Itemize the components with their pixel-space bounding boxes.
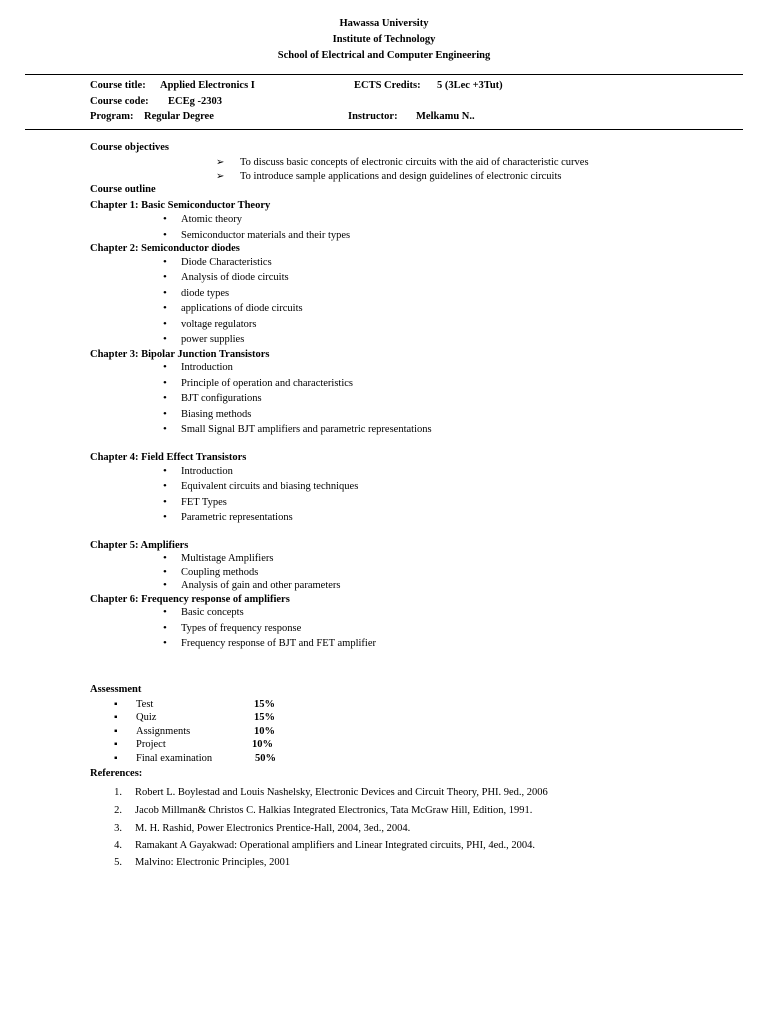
chapter-title: Chapter 2: Semiconductor diodes <box>90 243 240 254</box>
chapter-title: Chapter 6: Frequency response of amplifiers <box>90 594 290 605</box>
chapter-item: • Principle of operation and characteristics <box>181 377 353 390</box>
chapter-item: • Atomic theory <box>181 213 242 226</box>
chapter-item: • voltage regulators <box>181 318 257 331</box>
chapter-item: • Coupling methods <box>181 566 258 579</box>
outline-heading: Course outline <box>90 184 156 195</box>
assessment-item: ▪ Quiz <box>136 711 156 724</box>
chapter-item: • Introduction <box>181 465 233 478</box>
course-title-label: Course title: <box>90 80 146 91</box>
assessment-weight: 10% <box>252 739 273 750</box>
chapter-item: • Small Signal BJT amplifiers and parametric representations <box>181 423 432 436</box>
reference-number: 5. <box>114 857 122 868</box>
assessment-weight: 15% <box>254 699 275 710</box>
university-name: Hawassa University <box>339 18 429 29</box>
ects-label: ECTS Credits: <box>354 80 421 91</box>
chapter-item: • applications of diode circuits <box>181 302 303 315</box>
chapter-item: • Biasing methods <box>181 408 251 421</box>
objective-item: ➢ To introduce sample applications and design guidelines of electronic circuits <box>240 170 561 183</box>
chapter-item: • power supplies <box>181 333 244 346</box>
reference-number: 1. <box>114 787 122 798</box>
chapter-item: • Multistage Amplifiers <box>181 552 273 565</box>
chapter-title: Chapter 4: Field Effect Transistors <box>90 452 247 463</box>
chapter-item: • Parametric representations <box>181 511 293 524</box>
chapter-item: • Analysis of diode circuits <box>181 271 289 284</box>
instructor: Melkamu N.. <box>416 111 475 122</box>
instructor-label: Instructor: <box>348 111 398 122</box>
chapter-item: • Introduction <box>181 361 233 374</box>
assessment-heading: Assessment <box>90 684 142 695</box>
references-heading: References: <box>90 768 143 779</box>
program-label: Program: <box>90 111 134 122</box>
reference-number: 3. <box>114 823 122 834</box>
assessment-weight: 15% <box>254 712 275 723</box>
course-title: Applied Electronics I <box>160 80 255 91</box>
chapter-item: • Diode Characteristics <box>181 256 272 269</box>
institute-name: Institute of Technology <box>332 34 436 45</box>
ects-value: 5 (3Lec +3Tut) <box>437 80 503 91</box>
course-code-label: Course code: <box>90 96 149 107</box>
reference-number: 2. <box>114 805 122 816</box>
assessment-weight: 10% <box>254 726 275 737</box>
assessment-item: ▪ Test <box>136 698 153 711</box>
chapter-item: • FET Types <box>181 496 227 509</box>
chapter-item: • Equivalent circuits and biasing techniques <box>181 480 358 493</box>
assessment-item: ▪ Final examination <box>136 752 212 765</box>
reference-item: Malvino: Electronic Principles, 2001 <box>135 857 291 868</box>
assessment-item: ▪ Project <box>136 738 166 751</box>
chapter-title: Chapter 1: Basic Semiconductor Theory <box>90 200 271 211</box>
chapter-item: • Types of frequency response <box>181 622 301 635</box>
chapter-item: • diode types <box>181 287 229 300</box>
chapter-title: Chapter 3: Bipolar Junction Transistors <box>90 349 270 360</box>
assessment-item: ▪ Assignments <box>136 725 190 738</box>
reference-item: Ramakant A Gayakwad: Operational amplifiers and Linear Integrated circuits, PHI, 4ed., 2004. <box>135 840 536 851</box>
program: Regular Degree <box>144 111 214 122</box>
chapter-title: Chapter 5: Amplifiers <box>90 540 189 551</box>
top-rule <box>25 74 743 75</box>
objective-item: ➢ To discuss basic concepts of electronic circuits with the aid of characteristic curves <box>240 156 589 169</box>
assessment-weight: 50% <box>255 753 276 764</box>
chapter-item: • Frequency response of BJT and FET amplifier <box>181 637 376 650</box>
school-name: School of Electrical and Computer Engineering <box>277 50 491 61</box>
course-code: ECEg -2303 <box>168 96 222 107</box>
chapter-item: • Basic concepts <box>181 606 244 619</box>
chapter-item: • Semiconductor materials and their types <box>181 229 350 242</box>
chapter-item: • BJT configurations <box>181 392 262 405</box>
reference-item: Robert L. Boylestad and Louis Nashelsky, Electronic Devices and Circuit Theory, PHI. 9ed., 2006 <box>135 787 548 798</box>
reference-number: 4. <box>114 840 122 851</box>
info-rule <box>25 129 743 130</box>
reference-item: M. H. Rashid, Power Electronics Prentice-Hall, 2004, 3ed., 2004. <box>135 823 411 834</box>
objectives-heading: Course objectives <box>90 142 170 153</box>
chapter-item: • Analysis of gain and other parameters <box>181 579 341 592</box>
reference-item: Jacob Millman& Christos C. Halkias Integrated Electronics, Tata McGraw Hill, Edition, 1991. <box>135 805 533 816</box>
